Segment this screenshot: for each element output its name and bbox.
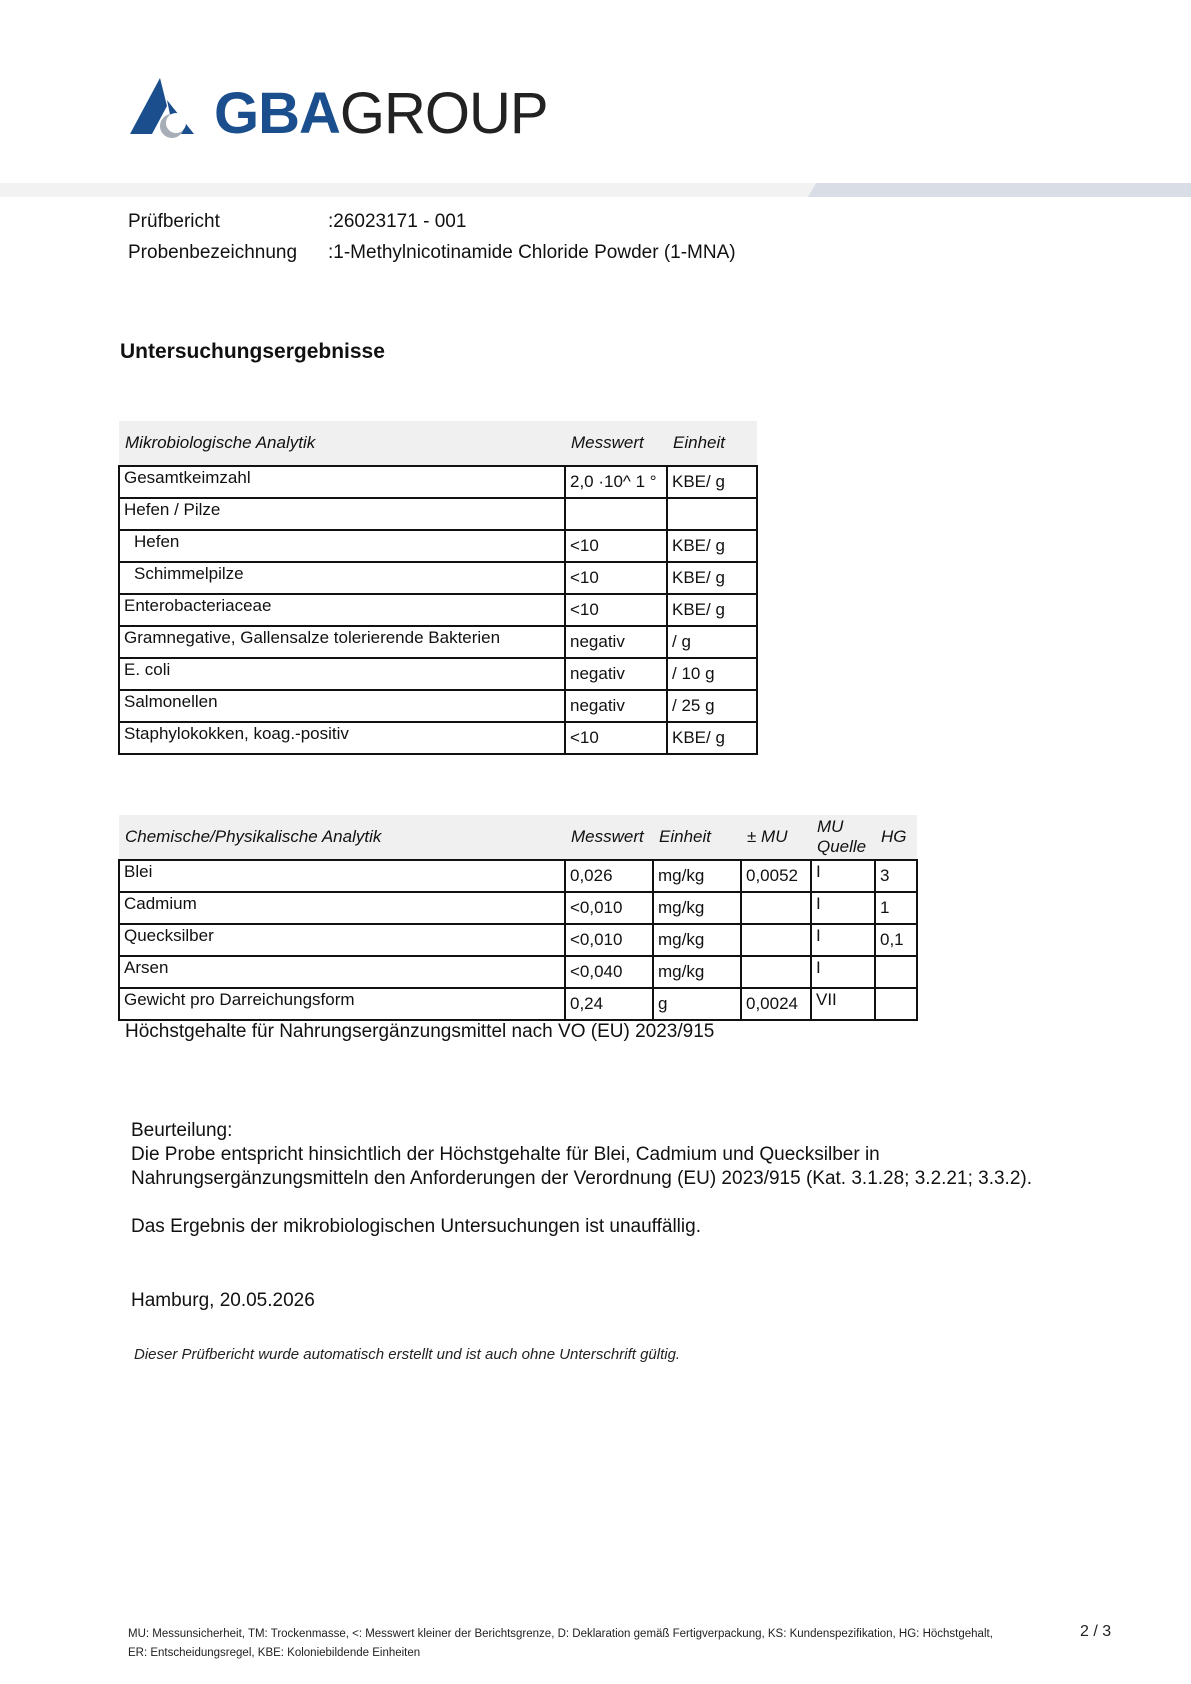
footer-line-2: ER: Entscheidungsregel, KBE: Koloniebildende Einheiten <box>128 1647 421 1659</box>
micro-cell-value <box>565 498 667 530</box>
micro-cell-name: Gramnegative, Gallensalze tolerierende Bakterien <box>119 626 565 658</box>
chem-cell-unit: mg/kg <box>653 860 741 892</box>
assessment-line-1: Die Probe entspricht hinsichtlich der Höchstgehalte für Blei, Cadmium und Quecksilber in <box>131 1144 880 1165</box>
micro-cell-unit: KBE/ g <box>667 466 757 498</box>
micro-cell-name: Salmonellen <box>119 690 565 722</box>
table-row <box>119 924 917 956</box>
chem-header-value: Messwert <box>565 815 653 860</box>
table-row <box>119 498 757 530</box>
assessment-line-3: Das Ergebnis der mikrobiologischen Untersuchungen ist unauffällig. <box>131 1216 701 1237</box>
chem-cell-hg: 1 <box>875 892 917 924</box>
table-row <box>119 722 757 754</box>
micro-cell-name: Gesamtkeimzahl <box>119 466 565 498</box>
page-number: 2 / 3 <box>1080 1623 1112 1640</box>
limits-note: Höchstgehalte für Nahrungsergänzungsmittel nach VO (EU) 2023/915 <box>125 1021 715 1042</box>
chem-cell-value: 0,24 <box>565 988 653 1020</box>
micro-cell-value: <10 <box>565 530 667 562</box>
gba-logo-mark-icon <box>130 78 204 140</box>
logo-wordmark <box>214 74 548 154</box>
micro-cell-value: <10 <box>565 562 667 594</box>
meta-row-sample <box>128 237 736 268</box>
table-row <box>119 626 757 658</box>
table-row <box>119 690 757 722</box>
micro-table <box>118 421 758 755</box>
assessment-line-2: Nahrungsergänzungsmitteln den Anforderungen der Verordnung (EU) 2023/915 (Kat. 3.1.28; 3.2.21; 3.3.2). <box>131 1168 1032 1189</box>
micro-cell-value: <10 <box>565 594 667 626</box>
chem-cell-mu-source: I <box>811 860 875 892</box>
assessment-heading: Beurteilung: <box>131 1120 233 1141</box>
chem-table <box>118 815 918 1021</box>
chem-cell-value: 0,026 <box>565 860 653 892</box>
chem-cell-name: Gewicht pro Darreichungsform <box>119 988 565 1020</box>
chem-cell-mu-source: I <box>811 956 875 988</box>
header-stripe <box>0 183 815 197</box>
auto-generated-note: Dieser Prüfbericht wurde automatisch erstellt und ist auch ohne Unterschrift gültig. <box>134 1346 681 1363</box>
table-row <box>119 860 917 892</box>
table-row <box>119 466 757 498</box>
chem-cell-unit: mg/kg <box>653 956 741 988</box>
chem-cell-name: Arsen <box>119 956 565 988</box>
table-row <box>119 956 917 988</box>
micro-cell-unit: KBE/ g <box>667 530 757 562</box>
micro-cell-name: Schimmelpilze <box>119 562 565 594</box>
footer-legend <box>128 1625 1028 1663</box>
micro-header-analysis: Mikrobiologische Analytik <box>119 421 565 466</box>
chem-cell-mu <box>741 956 811 988</box>
table-row <box>119 892 917 924</box>
chem-cell-name: Blei <box>119 860 565 892</box>
chem-cell-mu-source: I <box>811 892 875 924</box>
chem-cell-mu <box>741 892 811 924</box>
chem-cell-hg <box>875 988 917 1020</box>
table-row <box>119 988 917 1020</box>
micro-cell-name: Staphylokokken, koag.-positiv <box>119 722 565 754</box>
micro-header-row <box>119 421 757 466</box>
meta-row-report <box>128 206 736 237</box>
micro-cell-name: Enterobacteriaceae <box>119 594 565 626</box>
gba-group-logo <box>130 74 610 154</box>
micro-cell-unit: KBE/ g <box>667 722 757 754</box>
chem-header-mu: ± MU <box>741 815 811 860</box>
chem-cell-mu-source: I <box>811 924 875 956</box>
chem-cell-name: Cadmium <box>119 892 565 924</box>
chem-cell-unit: g <box>653 988 741 1020</box>
chem-cell-name: Quecksilber <box>119 924 565 956</box>
table-row <box>119 594 757 626</box>
chem-cell-mu: 0,0024 <box>741 988 811 1020</box>
micro-cell-unit <box>667 498 757 530</box>
micro-header-value: Messwert <box>565 421 667 466</box>
chem-cell-mu-source: VII <box>811 988 875 1020</box>
assessment <box>131 1119 1151 1239</box>
meta-value-sample: :1-Methylnicotinamide Chloride Powder (1-MNA) <box>328 241 736 263</box>
chem-cell-hg <box>875 956 917 988</box>
chem-cell-unit: mg/kg <box>653 892 741 924</box>
report-meta <box>128 206 736 268</box>
meta-label-sample: Probenbezeichnung <box>128 241 298 263</box>
logo-text-regular: GROUP <box>339 81 548 146</box>
micro-cell-unit: / 25 g <box>667 690 757 722</box>
table-row <box>119 658 757 690</box>
chem-cell-hg: 0,1 <box>875 924 917 956</box>
micro-cell-unit: KBE/ g <box>667 594 757 626</box>
micro-cell-unit: / 10 g <box>667 658 757 690</box>
chem-header-analysis: Chemische/Physikalische Analytik <box>119 815 565 860</box>
micro-cell-value: <10 <box>565 722 667 754</box>
table-row <box>119 562 757 594</box>
section-title: Untersuchungsergebnisse <box>120 340 385 363</box>
chem-cell-value: <0,010 <box>565 892 653 924</box>
place-date: Hamburg, 20.05.2026 <box>131 1290 315 1311</box>
chem-header-hg: HG <box>875 815 917 860</box>
chem-header-row <box>119 815 917 860</box>
meta-value-report: :26023171 - 001 <box>328 210 467 232</box>
chem-cell-unit: mg/kg <box>653 924 741 956</box>
chem-cell-mu: 0,0052 <box>741 860 811 892</box>
micro-cell-value: negativ <box>565 690 667 722</box>
footer-line-1: MU: Messunsicherheit, TM: Trockenmasse, <: Messwert kleiner der Berichtsgrenze, D: Deklaration gemäß Fertigverpackung, KS: Kundenspezifikation, HG: Höchstgehalt, <box>128 1628 993 1640</box>
meta-label-report: Prüfbericht <box>128 210 220 232</box>
micro-cell-unit: / g <box>667 626 757 658</box>
logo-text-bold: GBA <box>214 81 340 146</box>
chem-cell-hg: 3 <box>875 860 917 892</box>
chem-cell-value: <0,040 <box>565 956 653 988</box>
micro-cell-value: negativ <box>565 658 667 690</box>
chem-header-mu-source: MU Quelle <box>811 815 875 860</box>
chem-cell-value: <0,010 <box>565 924 653 956</box>
micro-header-unit: Einheit <box>667 421 757 466</box>
micro-cell-value: negativ <box>565 626 667 658</box>
table-row <box>119 530 757 562</box>
header <box>0 0 1191 183</box>
micro-cell-value: 2,0 ·10^ 1 ° <box>565 466 667 498</box>
chem-cell-mu <box>741 924 811 956</box>
micro-cell-name: Hefen / Pilze <box>119 498 565 530</box>
micro-cell-unit: KBE/ g <box>667 562 757 594</box>
chem-header-unit: Einheit <box>653 815 741 860</box>
header-stripe-accent <box>808 183 1191 197</box>
micro-cell-name: Hefen <box>119 530 565 562</box>
micro-cell-name: E. coli <box>119 658 565 690</box>
